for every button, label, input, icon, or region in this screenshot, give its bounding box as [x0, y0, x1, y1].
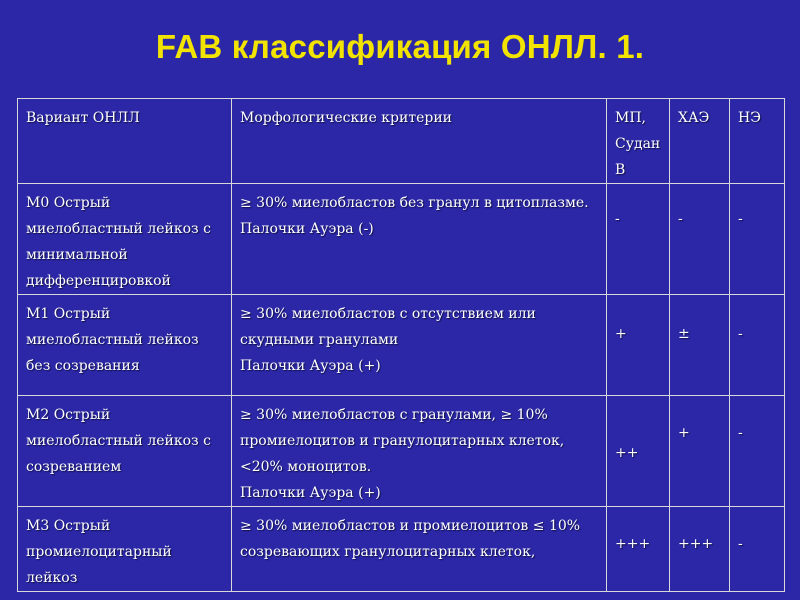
ne-value: - [738, 425, 743, 441]
header-mp: МП, Судан В [607, 99, 670, 184]
hae-value: ± [678, 326, 690, 342]
ne-value: - [738, 211, 743, 227]
criteria-line: Палочки Ауэра (+) [240, 358, 381, 374]
criteria-line: Палочки Ауэра (+) [240, 485, 381, 501]
table-row-m1 [18, 295, 785, 396]
fab-classification-table [17, 98, 785, 592]
cell-criteria [232, 396, 607, 507]
cell-mp [607, 396, 670, 507]
cell-mp [607, 184, 670, 295]
table-row-m3 [18, 507, 785, 592]
cell-criteria [232, 507, 607, 592]
cell-hae [670, 396, 730, 507]
ne-value: - [738, 326, 743, 342]
header-variant: Вариант ОНЛЛ [18, 99, 232, 184]
criteria-line: ≥ 30% миелобластов и промиелоцитов ≤ 10% созревающих гранулоцитарных клеток, [240, 518, 581, 560]
cell-ne [730, 184, 785, 295]
cell-variant: М3 Острый промиелоцитарный лейкоз [18, 507, 232, 592]
cell-ne [730, 295, 785, 396]
header-hae: ХАЭ [670, 99, 730, 184]
table-row-m2 [18, 396, 785, 507]
criteria-line: ≥ 30% миелобластов без гранул в цитоплазме. [240, 195, 589, 211]
cell-mp [607, 507, 670, 592]
mp-value: + [615, 326, 627, 342]
hae-value: + [678, 425, 690, 441]
cell-ne [730, 396, 785, 507]
criteria-line: ≥ 30% миелобластов с гранулами, ≥ 10% промиелоцитов и гранулоцитарных клеток, <20% моноцитов. [240, 407, 565, 475]
hae-value: +++ [678, 536, 714, 552]
mp-value: - [615, 211, 620, 227]
cell-variant: М0 Острый миелобластный лейкоз с минимальной дифференцировкой [18, 184, 232, 295]
header-criteria: Морфологические критерии [232, 99, 607, 184]
mp-value: ++ [615, 445, 639, 461]
table-header-row [18, 99, 785, 184]
criteria-line: Палочки Ауэра (-) [240, 221, 374, 237]
cell-hae [670, 184, 730, 295]
cell-variant: М2 Острый миелобластный лейкоз с созреванием [18, 396, 232, 507]
cell-variant: М1 Острый миелобластный лейкоз без созревания [18, 295, 232, 396]
cell-hae [670, 507, 730, 592]
ne-value: - [738, 536, 743, 552]
table-row-m0 [18, 184, 785, 295]
cell-criteria [232, 184, 607, 295]
mp-value: +++ [615, 536, 651, 552]
hae-value: - [678, 211, 683, 227]
cell-criteria [232, 295, 607, 396]
cell-hae [670, 295, 730, 396]
cell-ne [730, 507, 785, 592]
header-ne: НЭ [730, 99, 785, 184]
cell-mp [607, 295, 670, 396]
criteria-line: ≥ 30% миелобластов с отсутствием или скудными гранулами [240, 306, 536, 348]
slide-title: FAB классификация ОНЛЛ. 1. [155, 28, 645, 65]
